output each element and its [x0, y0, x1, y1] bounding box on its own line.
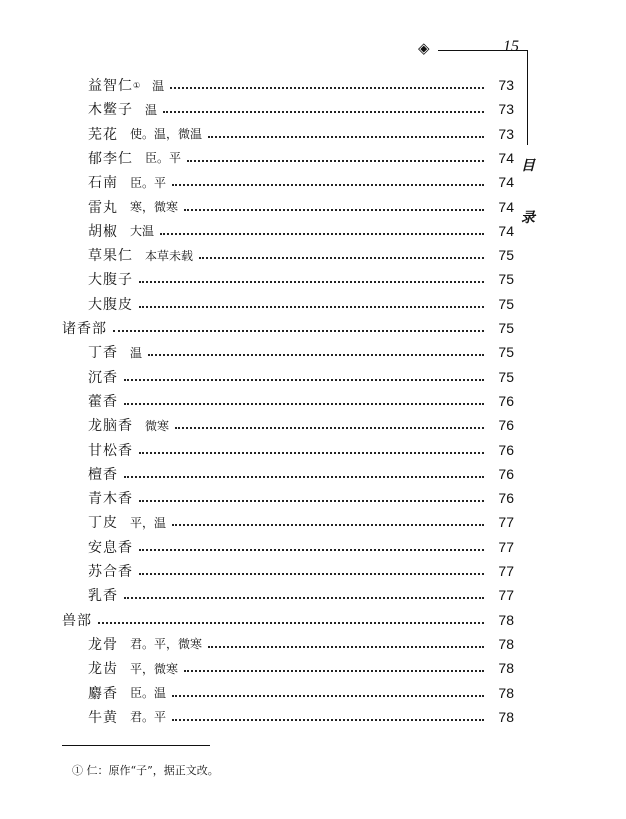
leader-dots	[124, 476, 484, 478]
entry-title: 益智仁	[88, 78, 133, 94]
entry-title: 石南	[88, 175, 118, 192]
ornament-icon: ◈	[418, 39, 430, 57]
leader-dots	[172, 695, 484, 697]
entry-page: 77	[498, 514, 514, 531]
leader-dots	[208, 136, 484, 138]
entry-page: 75	[498, 368, 514, 385]
toc-entry[interactable]	[88, 97, 514, 121]
toc-entry[interactable]	[88, 292, 514, 316]
entry-title: 龙骨	[88, 636, 118, 653]
entry-note: 臣。平	[145, 151, 182, 166]
entry-title: 甘松香	[88, 442, 133, 459]
toc-entry[interactable]	[88, 243, 514, 267]
leader-dots	[172, 524, 484, 526]
leader-dots	[113, 330, 484, 332]
leader-dots	[199, 257, 484, 259]
toc-entry[interactable]	[88, 510, 514, 534]
leader-dots	[208, 646, 484, 648]
entry-note: 大温	[130, 224, 155, 239]
entry-title: 木鳖子	[88, 102, 133, 119]
leader-dots	[124, 597, 484, 599]
entry-title: 胡椒	[88, 223, 118, 240]
entry-page: 78	[498, 635, 514, 652]
entry-note: 平，温	[130, 515, 167, 530]
entry-page: 77	[498, 587, 514, 604]
entry-title: 牛黄	[88, 709, 118, 726]
entry-title: 沉香	[88, 369, 118, 386]
entry-title: 龙脑香	[88, 418, 133, 435]
entry-title: 苏合香	[88, 564, 133, 580]
leader-dots	[175, 427, 484, 429]
entry-note: 臣。温	[130, 686, 167, 700]
entry-page: 74	[498, 174, 514, 191]
leader-dots	[139, 281, 484, 283]
leader-dots	[170, 87, 484, 89]
entry-page: 76	[498, 392, 514, 409]
toc-entry[interactable]	[88, 632, 514, 656]
entry-title: 乳香	[88, 588, 118, 605]
entry-title: 雷丸	[88, 199, 118, 216]
entry-page: 78	[498, 708, 514, 725]
entry-title: 檀香	[88, 466, 118, 483]
entry-note: 臣。平	[130, 175, 167, 190]
leader-dots	[139, 549, 484, 551]
entry-page: 78	[498, 611, 514, 628]
entry-title: 大腹子	[88, 272, 133, 289]
entry-note: 君。平	[130, 710, 167, 725]
entry-page: 74	[498, 149, 514, 166]
toc-entry[interactable]	[88, 122, 514, 146]
toc-entry[interactable]	[88, 146, 514, 170]
toc-entry[interactable]	[88, 170, 514, 194]
entry-note: 使。温，微温	[130, 127, 203, 142]
entry-note: 君。平，微寒	[130, 637, 203, 652]
toc-section[interactable]	[62, 316, 514, 340]
entry-page: 78	[498, 684, 514, 701]
entry-note: 平，微寒	[130, 661, 179, 676]
entry-title: 青木香	[88, 491, 133, 508]
entry-title: 草果仁	[88, 248, 133, 265]
entry-title: 藿香	[88, 393, 118, 410]
entry-page: 73	[498, 125, 514, 142]
entry-title: 龙齿	[88, 661, 118, 678]
entry-page: 73	[498, 77, 514, 93]
toc-entry[interactable]	[88, 486, 514, 510]
toc-entry[interactable]	[88, 681, 514, 705]
toc-entry[interactable]	[88, 559, 514, 583]
side-label-mu: 目	[521, 158, 535, 174]
leader-dots	[184, 209, 484, 211]
entry-page: 75	[498, 271, 514, 288]
leader-dots	[187, 160, 484, 162]
entry-title: 大腹皮	[88, 296, 133, 313]
toc-entry[interactable]	[88, 365, 514, 389]
entry-title: 诸香部	[62, 321, 107, 337]
entry-page: 75	[498, 344, 514, 361]
toc-entry[interactable]	[88, 267, 514, 291]
entry-note: 本草未载	[145, 248, 194, 263]
entry-page: 73	[498, 101, 514, 118]
toc-entry[interactable]	[88, 462, 514, 486]
entry-title: 安息香	[88, 539, 133, 556]
entry-note: 温	[145, 102, 158, 117]
toc-entry[interactable]	[88, 535, 514, 559]
entry-note: 温	[130, 345, 143, 360]
leader-dots	[160, 233, 484, 235]
footnote-marker: ①	[133, 80, 141, 90]
leader-dots	[124, 379, 484, 381]
footnote-rule	[62, 745, 210, 746]
entry-note: 微寒	[145, 418, 170, 433]
leader-dots	[139, 573, 484, 575]
entry-page: 76	[498, 417, 514, 434]
leader-dots	[139, 306, 484, 308]
leader-dots	[163, 111, 484, 113]
entry-page: 75	[498, 247, 514, 264]
entry-title: 丁香	[88, 345, 118, 362]
toc-section[interactable]	[62, 608, 514, 632]
entry-page: 74	[498, 198, 514, 215]
footnote: ① 仁：原作“子”，据正文改。	[72, 764, 219, 777]
entry-page: 76	[498, 490, 514, 507]
leader-dots	[148, 354, 484, 356]
entry-page: 74	[498, 222, 514, 239]
entry-page: 77	[498, 563, 514, 579]
toc-entry[interactable]	[88, 656, 514, 680]
entry-page: 78	[498, 660, 514, 677]
leader-dots	[172, 184, 484, 186]
entry-page: 75	[498, 295, 514, 312]
leader-dots	[124, 403, 484, 405]
leader-dots	[172, 719, 484, 721]
page-number: 15	[503, 38, 519, 55]
toc-entry[interactable]	[88, 389, 514, 413]
toc-entry[interactable]	[88, 195, 514, 219]
entry-title: 芜花	[88, 126, 118, 143]
entry-page: 76	[498, 441, 514, 458]
side-label-lu: 录	[521, 210, 535, 226]
toc-entry[interactable]	[88, 583, 514, 607]
leader-dots	[98, 622, 484, 624]
entry-title: 兽部	[62, 612, 92, 629]
toc-entry[interactable]	[88, 413, 514, 437]
toc-entry[interactable]	[88, 438, 514, 462]
entry-page: 76	[498, 465, 514, 482]
entry-page: 77	[498, 538, 514, 555]
toc-entry[interactable]	[88, 73, 514, 97]
toc-entry[interactable]	[88, 219, 514, 243]
entry-page: 75	[498, 320, 514, 336]
entry-title: 郁李仁	[88, 150, 133, 167]
entry-note: 寒，微寒	[130, 200, 179, 214]
entry-title: 丁皮	[88, 515, 118, 532]
leader-dots	[139, 500, 484, 502]
entry-note: 温	[152, 78, 165, 93]
leader-dots	[184, 670, 484, 672]
leader-dots	[139, 452, 484, 454]
toc-entry[interactable]	[88, 340, 514, 364]
entry-title: 麝香	[88, 685, 118, 702]
side-rule	[527, 50, 528, 145]
toc-entry[interactable]	[88, 705, 514, 729]
